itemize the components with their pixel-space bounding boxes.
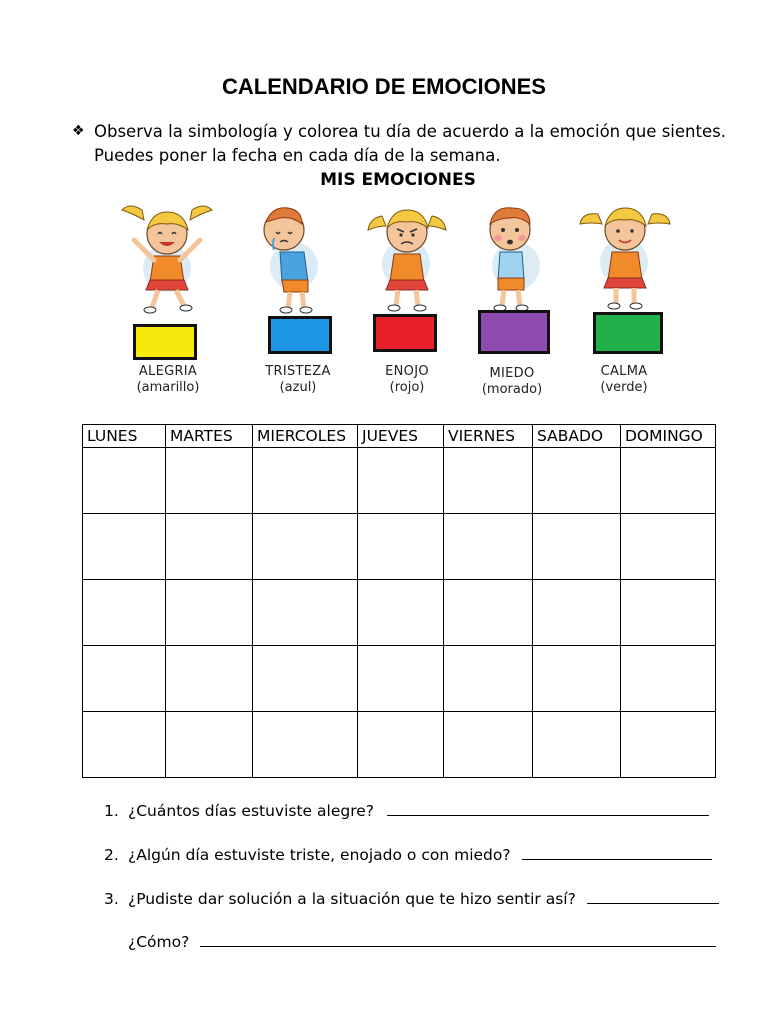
calendar-cell[interactable] xyxy=(253,712,358,778)
emotion-label-tristeza xyxy=(238,364,358,396)
calendar-cell[interactable] xyxy=(358,580,444,646)
calendar-cell[interactable] xyxy=(166,448,253,514)
calendar-row xyxy=(83,712,716,778)
emotion-color-name: (azul) xyxy=(279,380,317,395)
calendar-cell[interactable] xyxy=(358,448,444,514)
calendar-cell[interactable] xyxy=(621,646,716,712)
answer-line-3[interactable] xyxy=(587,902,719,904)
emotion-color-name: (rojo) xyxy=(389,380,425,395)
calendar-cell[interactable] xyxy=(166,712,253,778)
answer-line-1[interactable] xyxy=(387,814,709,816)
calendar-cell[interactable] xyxy=(444,580,533,646)
calendar-cell[interactable] xyxy=(444,646,533,712)
happy-girl-illustration-icon xyxy=(112,196,222,316)
calendar-cell[interactable] xyxy=(621,514,716,580)
answer-line-how[interactable] xyxy=(200,945,716,947)
emotion-label-enojo xyxy=(347,364,467,396)
scared-boy-illustration-icon xyxy=(460,196,570,316)
calendar-cell[interactable] xyxy=(533,646,621,712)
calendar-cell[interactable] xyxy=(444,514,533,580)
day-header-lunes: LUNES xyxy=(83,425,166,448)
calm-girl-illustration-icon xyxy=(572,196,682,316)
emotion-label-calma xyxy=(564,364,684,396)
calendar-row xyxy=(83,646,716,712)
swatch-calma xyxy=(593,312,663,354)
calendar-cell[interactable] xyxy=(253,514,358,580)
calendar-cell[interactable] xyxy=(533,580,621,646)
emotion-color-name: (amarillo) xyxy=(136,380,200,395)
calendar-cell[interactable] xyxy=(166,646,253,712)
emotion-color-name: (verde) xyxy=(600,380,648,395)
calendar-row xyxy=(83,514,716,580)
angry-girl-illustration-icon xyxy=(354,196,464,316)
calendar-cell[interactable] xyxy=(621,448,716,514)
question-number: 1. xyxy=(104,802,119,820)
swatch-miedo xyxy=(478,310,550,354)
calendar-cell[interactable] xyxy=(533,514,621,580)
calendar-cell[interactable] xyxy=(253,646,358,712)
question-3 xyxy=(104,890,719,908)
calendar-cell[interactable] xyxy=(83,514,166,580)
calendar-cell[interactable] xyxy=(83,580,166,646)
day-header-sabado: SABADO xyxy=(533,425,621,448)
calendar-cell[interactable] xyxy=(621,712,716,778)
question-1 xyxy=(104,802,709,820)
day-header-viernes: VIERNES xyxy=(444,425,533,448)
swatch-tristeza xyxy=(268,316,332,354)
calendar-row xyxy=(83,580,716,646)
emotion-name: ALEGRIA xyxy=(138,364,198,379)
question-text: ¿Pudiste dar solución a la situación que te hizo sentir así? xyxy=(128,890,576,908)
calendar-cell[interactable] xyxy=(83,448,166,514)
calendar-cell[interactable] xyxy=(444,448,533,514)
answer-line-2[interactable] xyxy=(522,858,712,860)
question-3-how xyxy=(104,933,716,951)
calendar-cell[interactable] xyxy=(444,712,533,778)
emotion-color-name: (morado) xyxy=(481,382,543,397)
diamond-bullet-icon: ❖ xyxy=(72,123,85,139)
swatch-alegria xyxy=(133,324,197,360)
emotion-name: MIEDO xyxy=(489,366,535,381)
question-number: 2. xyxy=(104,846,119,864)
calendar-cell[interactable] xyxy=(253,580,358,646)
question-number: 3. xyxy=(104,890,119,908)
calendar-header-row xyxy=(83,425,716,448)
calendar-cell[interactable] xyxy=(621,580,716,646)
emotion-label-miedo xyxy=(452,366,572,398)
calendar-cell[interactable] xyxy=(358,646,444,712)
question-2 xyxy=(104,846,712,864)
day-header-domingo: DOMINGO xyxy=(621,425,716,448)
swatch-enojo xyxy=(373,314,437,352)
calendar-cell[interactable] xyxy=(533,448,621,514)
calendar-cell[interactable] xyxy=(358,712,444,778)
emotion-name: CALMA xyxy=(600,364,648,379)
question-text: ¿Cómo? xyxy=(128,933,190,951)
emotion-name: ENOJO xyxy=(385,364,429,379)
sad-boy-illustration-icon xyxy=(236,196,346,316)
emotions-heading: MIS EMOCIONES xyxy=(320,170,476,190)
emotion-name: TRISTEZA xyxy=(265,364,331,379)
calendar-row xyxy=(83,448,716,514)
calendar-cell[interactable] xyxy=(166,580,253,646)
calendar-cell[interactable] xyxy=(358,514,444,580)
day-header-jueves: JUEVES xyxy=(358,425,444,448)
emotion-label-alegria xyxy=(108,364,228,396)
instruction-line-2: Puedes poner la fecha en cada día de la semana. xyxy=(94,146,501,165)
page-title: CALENDARIO DE EMOCIONES xyxy=(222,74,546,99)
calendar-cell[interactable] xyxy=(83,646,166,712)
calendar-cell[interactable] xyxy=(83,712,166,778)
question-text: ¿Algún día estuviste triste, enojado o con miedo? xyxy=(128,846,511,864)
instruction-line-1: Observa la simbología y colorea tu día de acuerdo a la emoción que sientes. xyxy=(94,122,726,141)
day-header-martes: MARTES xyxy=(166,425,253,448)
question-text: ¿Cuántos días estuviste alegre? xyxy=(128,802,374,820)
calendar-cell[interactable] xyxy=(253,448,358,514)
calendar-cell[interactable] xyxy=(533,712,621,778)
day-header-miercoles: MIERCOLES xyxy=(253,425,358,448)
emotions-calendar-table xyxy=(82,424,716,778)
calendar-cell[interactable] xyxy=(166,514,253,580)
